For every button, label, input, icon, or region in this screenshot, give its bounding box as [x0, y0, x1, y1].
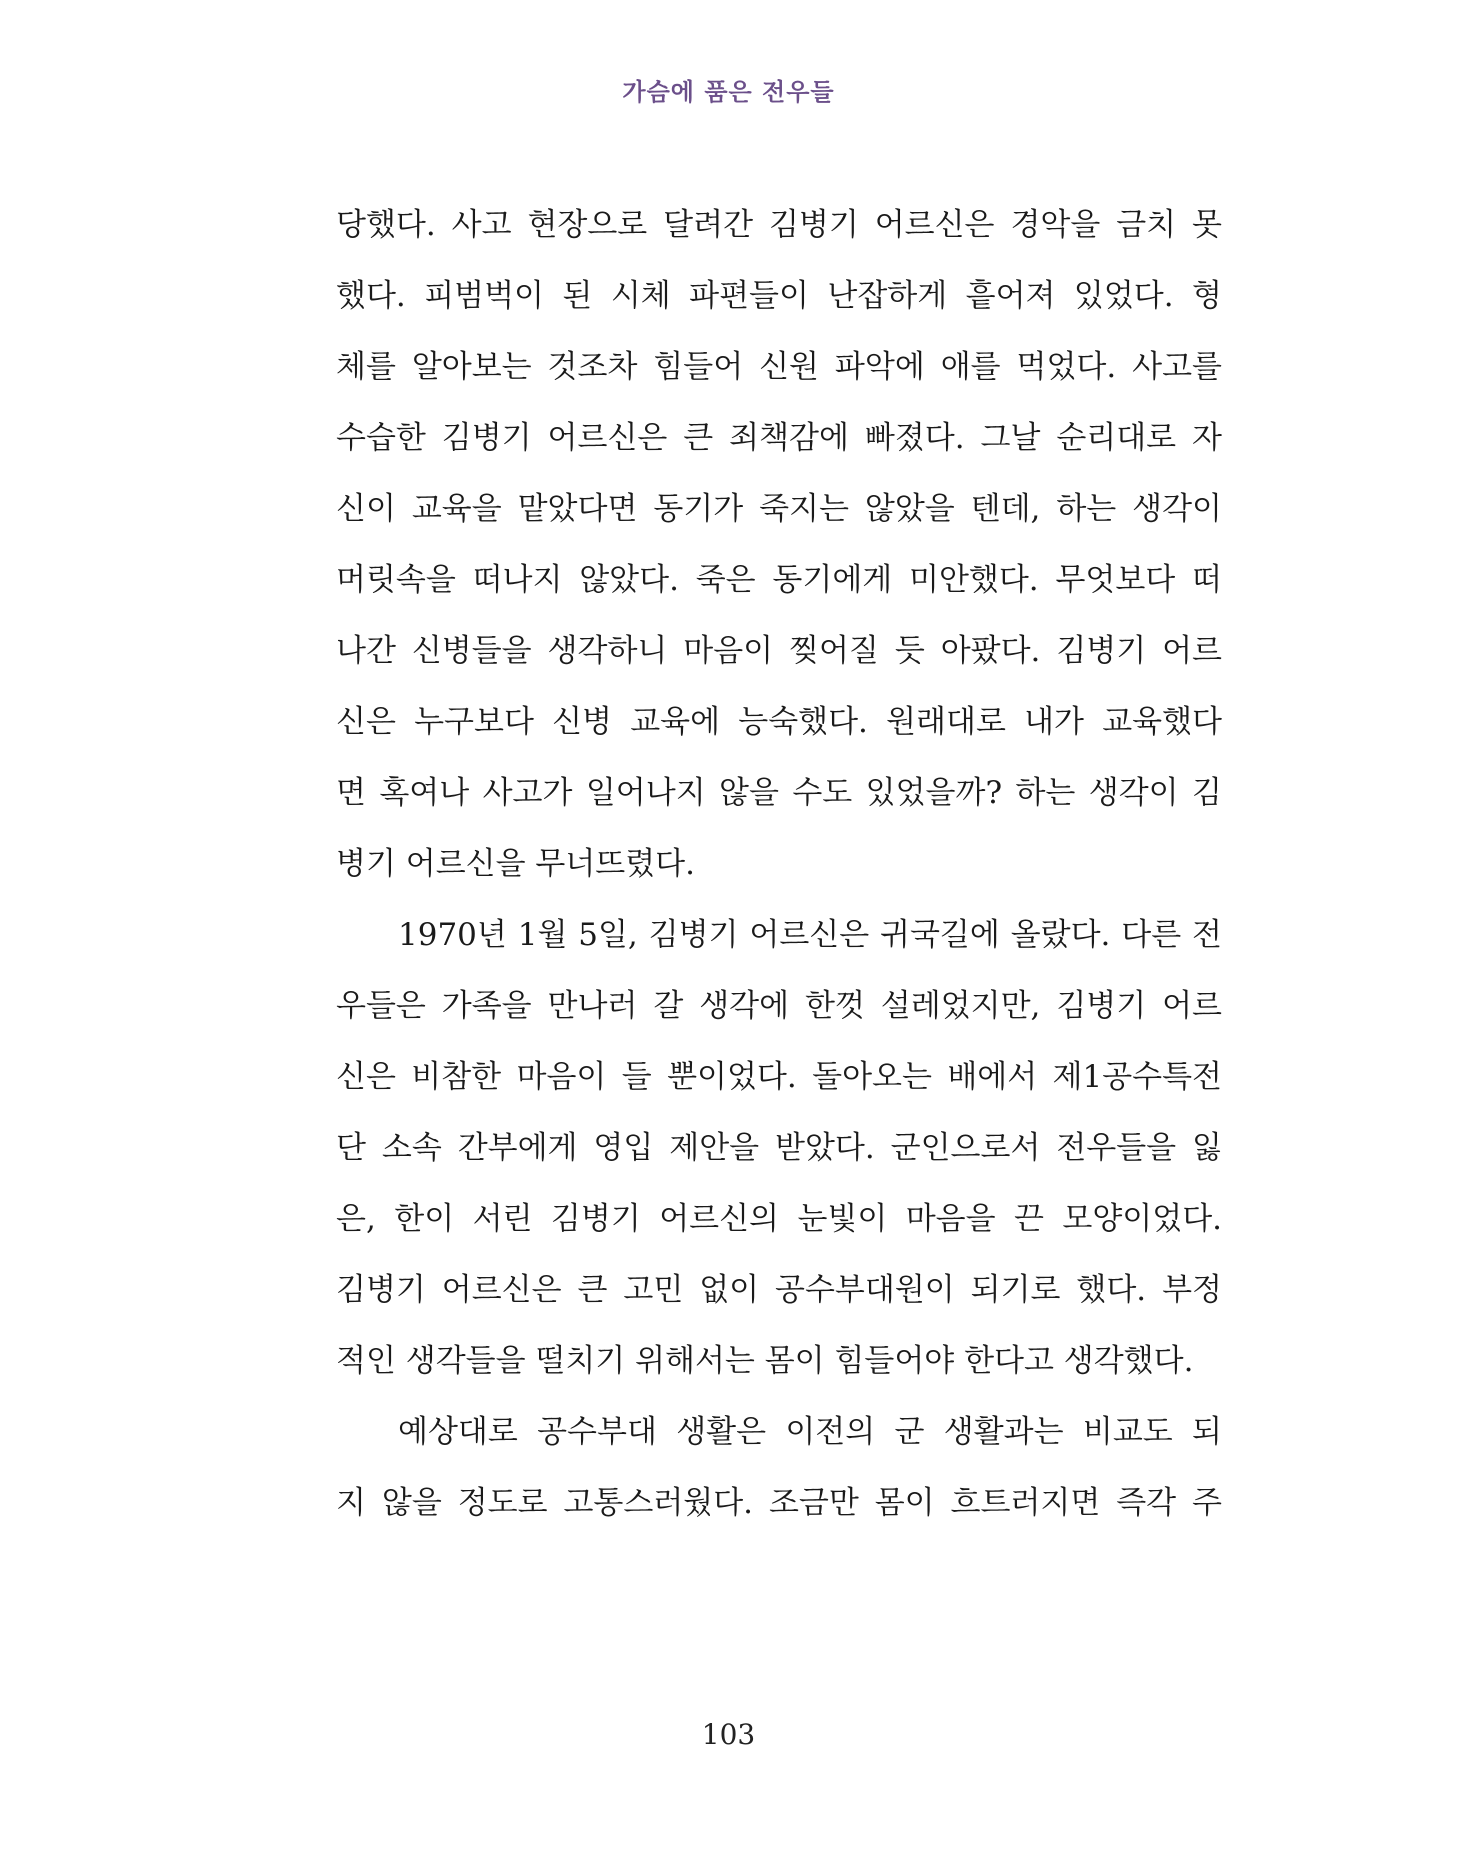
text-line: 머릿속을 떠나지 않았다. 죽은 동기에게 미안했다. 무엇보다 떠 — [336, 562, 1222, 598]
text-line: 했다. 피범벅이 된 시체 파편들이 난잡하게 흩어져 있었다. 형 — [336, 278, 1222, 314]
text-line: 면 혹여나 사고가 일어나지 않을 수도 있었을까? 하는 생각이 김 — [336, 775, 1222, 811]
text-line: 나간 신병들을 생각하니 마음이 찢어질 듯 아팠다. 김병기 어르 — [336, 633, 1222, 669]
text-line: 은, 한이 서린 김병기 어르신의 눈빛이 마음을 끈 모양이었다. — [336, 1201, 1222, 1237]
text-line: 당했다. 사고 현장으로 달려간 김병기 어르신은 경악을 금치 못 — [336, 207, 1222, 243]
text-line: 체를 알아보는 것조차 힘들어 신원 파악에 애를 먹었다. 사고를 — [336, 349, 1222, 385]
text-line: 수습한 김병기 어르신은 큰 죄책감에 빠졌다. 그날 순리대로 자 — [336, 420, 1222, 456]
text-line: 지 않을 정도로 고통스러웠다. 조금만 몸이 흐트러지면 즉각 주 — [336, 1485, 1222, 1521]
text-line: 단 소속 간부에게 영입 제안을 받았다. 군인으로서 전우들을 잃 — [336, 1130, 1222, 1166]
text-line: 신은 누구보다 신병 교육에 능숙했다. 원래대로 내가 교육했다 — [336, 704, 1222, 740]
text-line: 적인 생각들을 떨치기 위해서는 몸이 힘들어야 한다고 생각했다. — [336, 1343, 1194, 1379]
text-line: 우들은 가족을 만나러 갈 생각에 한껏 설레었지만, 김병기 어르 — [336, 988, 1222, 1024]
running-header: 가슴에 품은 전우들 — [622, 78, 835, 106]
text-line: 병기 어르신을 무너뜨렸다. — [336, 846, 695, 882]
paragraph-first-line: 1970년 1월 5일, 김병기 어르신은 귀국길에 올랐다. 다른 전 — [398, 917, 1222, 953]
text-line: 신이 교육을 맡았다면 동기가 죽지는 않았을 텐데, 하는 생각이 — [336, 491, 1222, 527]
paragraph-first-line: 예상대로 공수부대 생활은 이전의 군 생활과는 비교도 되 — [398, 1414, 1222, 1450]
body-text — [336, 190, 1222, 1539]
page-number: 103 — [701, 1718, 756, 1751]
text-line: 김병기 어르신은 큰 고민 없이 공수부대원이 되기로 했다. 부정 — [336, 1272, 1222, 1308]
text-line: 신은 비참한 마음이 들 뿐이었다. 돌아오는 배에서 제1공수특전 — [336, 1059, 1222, 1095]
